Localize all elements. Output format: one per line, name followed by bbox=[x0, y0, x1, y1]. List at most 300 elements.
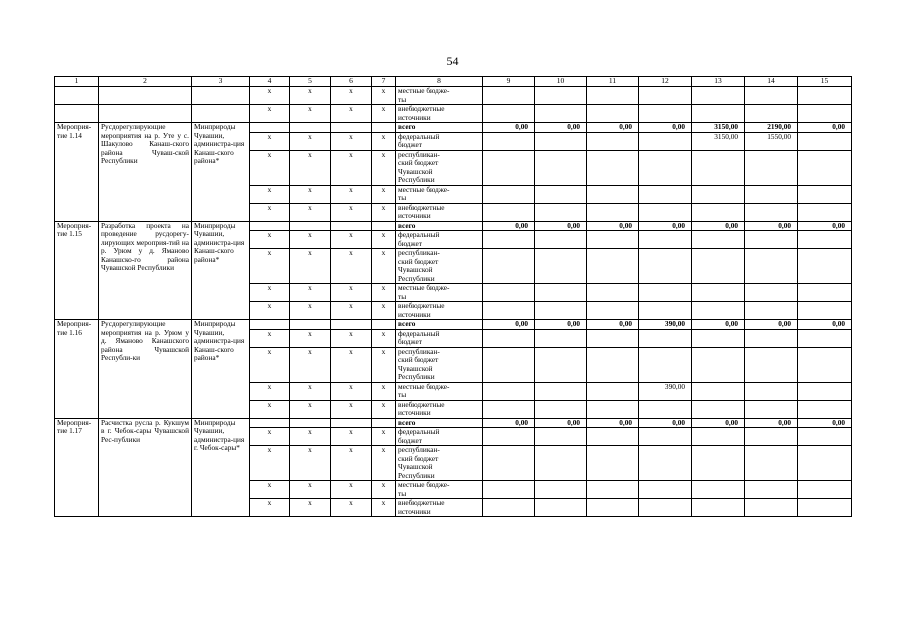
x-cell: x bbox=[331, 428, 372, 446]
value-cell bbox=[745, 284, 798, 302]
value-cell bbox=[535, 400, 587, 418]
funding-source: федеральный бюджет bbox=[396, 329, 483, 347]
value-cell bbox=[483, 382, 535, 400]
x-cell: x bbox=[290, 428, 331, 446]
activity-description: Разработка проекта на проведение русдорегу-лирующих мероприя-тий на р. Урюм у д. Яманово Канашско-го района Чувашской Республики bbox=[99, 221, 192, 320]
value-cell bbox=[692, 446, 745, 481]
x-cell: x bbox=[331, 231, 372, 249]
x-cell: x bbox=[331, 105, 372, 123]
x-cell: x bbox=[250, 499, 290, 517]
x-cell: x bbox=[250, 105, 290, 123]
value-cell bbox=[535, 481, 587, 499]
page-number: 54 bbox=[446, 54, 459, 68]
x-cell: x bbox=[250, 329, 290, 347]
x-cell: x bbox=[372, 249, 396, 284]
value-cell bbox=[483, 249, 535, 284]
x-cell: x bbox=[372, 382, 396, 400]
x-cell: x bbox=[372, 185, 396, 203]
value-cell bbox=[798, 105, 852, 123]
x-cell: x bbox=[290, 185, 331, 203]
x-cell: x bbox=[290, 400, 331, 418]
value-cell bbox=[798, 329, 852, 347]
funding-source: внебюджетные источники bbox=[396, 400, 483, 418]
value-cell bbox=[483, 302, 535, 320]
header-cell: 15 bbox=[798, 77, 852, 87]
x-cell: x bbox=[372, 284, 396, 302]
value-cell: 1550,00 bbox=[745, 132, 798, 150]
header-cell: 14 bbox=[745, 77, 798, 87]
value-cell: 0,00 bbox=[639, 418, 692, 428]
header-cell: 10 bbox=[535, 77, 587, 87]
value-cell bbox=[535, 329, 587, 347]
value-cell bbox=[639, 302, 692, 320]
x-cell bbox=[372, 418, 396, 428]
value-cell bbox=[535, 382, 587, 400]
value-cell bbox=[639, 105, 692, 123]
value-cell bbox=[535, 132, 587, 150]
value-cell bbox=[587, 347, 639, 382]
x-cell: x bbox=[331, 481, 372, 499]
value-cell bbox=[798, 481, 852, 499]
value-cell bbox=[587, 284, 639, 302]
funding-source: федеральный бюджет bbox=[396, 231, 483, 249]
x-cell: x bbox=[250, 132, 290, 150]
x-cell: x bbox=[331, 203, 372, 221]
value-cell bbox=[745, 481, 798, 499]
x-cell bbox=[290, 221, 331, 231]
value-cell bbox=[535, 105, 587, 123]
value-cell: 0,00 bbox=[483, 418, 535, 428]
x-cell: x bbox=[331, 284, 372, 302]
funding-source: местные бюдже- ты bbox=[396, 185, 483, 203]
header-cell: 2 bbox=[99, 77, 192, 87]
value-cell bbox=[798, 400, 852, 418]
empty-cell bbox=[192, 87, 250, 105]
value-cell bbox=[483, 400, 535, 418]
activity-name: Мероприя- тие 1.17 bbox=[55, 418, 99, 517]
value-cell bbox=[745, 231, 798, 249]
value-cell bbox=[639, 231, 692, 249]
table-row bbox=[55, 105, 852, 123]
value-cell bbox=[587, 382, 639, 400]
value-cell bbox=[798, 284, 852, 302]
empty-cell bbox=[99, 87, 192, 105]
responsible-executor: Минприроды Чувашии, администра-ция Канаш-ского района* bbox=[192, 123, 250, 222]
value-cell bbox=[692, 87, 745, 105]
funding-source: местные бюдже- ты bbox=[396, 382, 483, 400]
header-cell: 8 bbox=[396, 77, 483, 87]
x-cell: x bbox=[372, 446, 396, 481]
value-cell bbox=[535, 185, 587, 203]
value-cell bbox=[639, 347, 692, 382]
x-cell: x bbox=[290, 231, 331, 249]
value-cell bbox=[483, 499, 535, 517]
x-cell: x bbox=[290, 105, 331, 123]
x-cell: x bbox=[290, 150, 331, 185]
value-cell bbox=[483, 231, 535, 249]
value-cell bbox=[639, 329, 692, 347]
value-cell bbox=[587, 105, 639, 123]
x-cell: x bbox=[331, 347, 372, 382]
x-cell bbox=[250, 418, 290, 428]
x-cell bbox=[250, 320, 290, 330]
value-cell bbox=[798, 428, 852, 446]
value-cell bbox=[639, 446, 692, 481]
x-cell: x bbox=[290, 499, 331, 517]
value-cell: 3150,00 bbox=[692, 123, 745, 133]
value-cell bbox=[639, 284, 692, 302]
x-cell bbox=[331, 221, 372, 231]
value-cell bbox=[745, 400, 798, 418]
x-cell: x bbox=[250, 446, 290, 481]
value-cell: 390,00 bbox=[639, 320, 692, 330]
activity-name: Мероприя- тие 1.15 bbox=[55, 221, 99, 320]
value-cell bbox=[587, 302, 639, 320]
x-cell: x bbox=[250, 185, 290, 203]
x-cell bbox=[331, 320, 372, 330]
x-cell: x bbox=[331, 185, 372, 203]
value-cell bbox=[639, 249, 692, 284]
funding-table bbox=[54, 76, 852, 517]
x-cell: x bbox=[372, 302, 396, 320]
value-cell: 0,00 bbox=[798, 418, 852, 428]
value-cell: 0,00 bbox=[535, 418, 587, 428]
value-cell: 0,00 bbox=[483, 320, 535, 330]
x-cell: x bbox=[250, 481, 290, 499]
value-cell bbox=[745, 499, 798, 517]
x-cell: x bbox=[250, 203, 290, 221]
value-cell: 0,00 bbox=[692, 418, 745, 428]
value-cell: 0,00 bbox=[639, 221, 692, 231]
value-cell bbox=[587, 481, 639, 499]
value-cell bbox=[535, 302, 587, 320]
value-cell bbox=[587, 87, 639, 105]
value-cell: 0,00 bbox=[587, 418, 639, 428]
x-cell bbox=[250, 221, 290, 231]
header-cell: 4 bbox=[250, 77, 290, 87]
value-cell bbox=[483, 105, 535, 123]
value-cell bbox=[692, 203, 745, 221]
value-cell bbox=[745, 329, 798, 347]
value-cell bbox=[535, 284, 587, 302]
value-cell bbox=[745, 428, 798, 446]
funding-source: внебюджетные источники bbox=[396, 499, 483, 517]
activity-description: Русдорегулирующие мероприятия на р. Уте у с. Шакулово Канаш-ского района Чуваш-ской Республики bbox=[99, 123, 192, 222]
value-cell bbox=[745, 302, 798, 320]
x-cell: x bbox=[372, 132, 396, 150]
value-cell bbox=[483, 185, 535, 203]
value-cell: 2190,00 bbox=[745, 123, 798, 133]
x-cell: x bbox=[250, 150, 290, 185]
table-row bbox=[55, 418, 852, 428]
activity-name: Мероприя- тие 1.16 bbox=[55, 320, 99, 419]
responsible-executor: Минприроды Чувашии, администра-ция Канаш-ского района* bbox=[192, 320, 250, 419]
x-cell bbox=[250, 123, 290, 133]
value-cell bbox=[798, 446, 852, 481]
value-cell bbox=[692, 400, 745, 418]
x-cell: x bbox=[331, 302, 372, 320]
value-cell bbox=[535, 231, 587, 249]
value-cell bbox=[483, 150, 535, 185]
x-cell: x bbox=[372, 87, 396, 105]
value-cell bbox=[798, 231, 852, 249]
funding-source: республикан- ский бюджет Чувашской Республики bbox=[396, 347, 483, 382]
table-row bbox=[55, 320, 852, 330]
value-cell: 0,00 bbox=[483, 221, 535, 231]
x-cell: x bbox=[331, 150, 372, 185]
value-cell: 0,00 bbox=[692, 221, 745, 231]
x-cell: x bbox=[331, 249, 372, 284]
header-cell: 12 bbox=[639, 77, 692, 87]
x-cell: x bbox=[290, 132, 331, 150]
x-cell bbox=[331, 418, 372, 428]
value-cell bbox=[483, 132, 535, 150]
value-cell bbox=[587, 249, 639, 284]
value-cell: 0,00 bbox=[535, 123, 587, 133]
x-cell: x bbox=[290, 347, 331, 382]
value-cell bbox=[798, 249, 852, 284]
x-cell: x bbox=[331, 446, 372, 481]
value-cell bbox=[587, 185, 639, 203]
x-cell bbox=[372, 320, 396, 330]
x-cell: x bbox=[372, 400, 396, 418]
value-cell bbox=[483, 203, 535, 221]
value-cell: 0,00 bbox=[639, 123, 692, 133]
x-cell bbox=[331, 123, 372, 133]
value-cell bbox=[798, 87, 852, 105]
x-cell: x bbox=[250, 400, 290, 418]
value-cell bbox=[692, 499, 745, 517]
value-cell bbox=[692, 105, 745, 123]
funding-source: местные бюдже- ты bbox=[396, 284, 483, 302]
value-cell: 3150,00 bbox=[692, 132, 745, 150]
funding-source: республикан- ский бюджет Чувашской Республики bbox=[396, 249, 483, 284]
x-cell: x bbox=[250, 302, 290, 320]
header-cell: 7 bbox=[372, 77, 396, 87]
x-cell: x bbox=[290, 446, 331, 481]
value-cell bbox=[639, 481, 692, 499]
x-cell: x bbox=[372, 105, 396, 123]
funding-source: местные бюдже- ты bbox=[396, 87, 483, 105]
x-cell: x bbox=[290, 382, 331, 400]
x-cell: x bbox=[290, 302, 331, 320]
x-cell: x bbox=[250, 382, 290, 400]
funding-source: всего bbox=[396, 221, 483, 231]
header-cell: 13 bbox=[692, 77, 745, 87]
value-cell: 0,00 bbox=[745, 221, 798, 231]
value-cell bbox=[692, 329, 745, 347]
value-cell bbox=[745, 150, 798, 185]
funding-source: республикан- ский бюджет Чувашской Республики bbox=[396, 446, 483, 481]
value-cell bbox=[483, 87, 535, 105]
x-cell: x bbox=[250, 284, 290, 302]
x-cell: x bbox=[331, 329, 372, 347]
value-cell bbox=[745, 382, 798, 400]
funding-source: республикан- ский бюджет Чувашской Республики bbox=[396, 150, 483, 185]
value-cell bbox=[798, 185, 852, 203]
x-cell: x bbox=[372, 231, 396, 249]
x-cell: x bbox=[331, 400, 372, 418]
funding-source: местные бюдже- ты bbox=[396, 481, 483, 499]
x-cell: x bbox=[372, 203, 396, 221]
x-cell: x bbox=[290, 203, 331, 221]
value-cell bbox=[639, 499, 692, 517]
value-cell bbox=[483, 284, 535, 302]
value-cell: 0,00 bbox=[798, 123, 852, 133]
value-cell bbox=[745, 347, 798, 382]
value-cell: 0,00 bbox=[535, 221, 587, 231]
value-cell bbox=[483, 329, 535, 347]
x-cell bbox=[372, 123, 396, 133]
table-row bbox=[55, 123, 852, 133]
value-cell bbox=[587, 150, 639, 185]
empty-cell bbox=[55, 87, 99, 105]
value-cell bbox=[587, 499, 639, 517]
value-cell: 0,00 bbox=[587, 221, 639, 231]
value-cell bbox=[535, 446, 587, 481]
x-cell: x bbox=[372, 150, 396, 185]
x-cell: x bbox=[372, 428, 396, 446]
value-cell bbox=[692, 347, 745, 382]
value-cell bbox=[535, 249, 587, 284]
funding-source: внебюджетные источники bbox=[396, 105, 483, 123]
value-cell: 0,00 bbox=[483, 123, 535, 133]
header-cell: 3 bbox=[192, 77, 250, 87]
value-cell bbox=[639, 428, 692, 446]
x-cell: x bbox=[250, 87, 290, 105]
value-cell bbox=[798, 382, 852, 400]
header-cell: 5 bbox=[290, 77, 331, 87]
value-cell bbox=[587, 132, 639, 150]
responsible-executor: Минприроды Чувашии, администра-ция г. Чебок-сары* bbox=[192, 418, 250, 517]
x-cell: x bbox=[250, 231, 290, 249]
x-cell bbox=[372, 221, 396, 231]
x-cell: x bbox=[290, 481, 331, 499]
value-cell bbox=[692, 302, 745, 320]
table-row bbox=[55, 221, 852, 231]
x-cell: x bbox=[331, 382, 372, 400]
value-cell bbox=[798, 302, 852, 320]
value-cell: 0,00 bbox=[798, 221, 852, 231]
funding-source: федеральный бюджет bbox=[396, 132, 483, 150]
value-cell bbox=[798, 499, 852, 517]
x-cell: x bbox=[331, 87, 372, 105]
empty-cell bbox=[55, 105, 99, 123]
funding-source: федеральный бюджет bbox=[396, 428, 483, 446]
value-cell: 0,00 bbox=[798, 320, 852, 330]
value-cell bbox=[535, 87, 587, 105]
x-cell bbox=[290, 418, 331, 428]
responsible-executor: Минприроды Чувашии, администра-ция Канаш-ского района* bbox=[192, 221, 250, 320]
funding-source: всего bbox=[396, 123, 483, 133]
value-cell bbox=[745, 249, 798, 284]
x-cell: x bbox=[331, 132, 372, 150]
value-cell bbox=[483, 347, 535, 382]
x-cell: x bbox=[372, 499, 396, 517]
value-cell bbox=[798, 203, 852, 221]
funding-source: всего bbox=[396, 418, 483, 428]
value-cell bbox=[483, 446, 535, 481]
value-cell bbox=[535, 203, 587, 221]
value-cell bbox=[587, 428, 639, 446]
x-cell: x bbox=[290, 329, 331, 347]
value-cell bbox=[692, 249, 745, 284]
value-cell bbox=[692, 428, 745, 446]
value-cell bbox=[639, 132, 692, 150]
value-cell bbox=[587, 400, 639, 418]
value-cell: 390,00 bbox=[639, 382, 692, 400]
value-cell bbox=[745, 185, 798, 203]
x-cell: x bbox=[290, 87, 331, 105]
funding-source: внебюджетные источники bbox=[396, 302, 483, 320]
x-cell: x bbox=[250, 249, 290, 284]
empty-cell bbox=[192, 105, 250, 123]
value-cell: 0,00 bbox=[745, 320, 798, 330]
header-cell: 11 bbox=[587, 77, 639, 87]
value-cell bbox=[692, 150, 745, 185]
value-cell: 0,00 bbox=[587, 123, 639, 133]
x-cell: x bbox=[290, 249, 331, 284]
funding-source: внебюджетные источники bbox=[396, 203, 483, 221]
empty-cell bbox=[99, 105, 192, 123]
value-cell bbox=[587, 446, 639, 481]
value-cell bbox=[639, 185, 692, 203]
value-cell: 0,00 bbox=[587, 320, 639, 330]
value-cell bbox=[692, 481, 745, 499]
value-cell bbox=[639, 400, 692, 418]
value-cell bbox=[745, 87, 798, 105]
header-cell: 6 bbox=[331, 77, 372, 87]
value-cell bbox=[692, 284, 745, 302]
x-cell: x bbox=[372, 347, 396, 382]
value-cell bbox=[745, 203, 798, 221]
x-cell: x bbox=[250, 347, 290, 382]
value-cell bbox=[535, 150, 587, 185]
value-cell bbox=[483, 428, 535, 446]
table-row bbox=[55, 87, 852, 105]
value-cell bbox=[745, 105, 798, 123]
x-cell: x bbox=[331, 499, 372, 517]
activity-description: Русдорегулирующие мероприятия на р. Урюм у д. Яманово Канашского района Чувашской Республи-ки bbox=[99, 320, 192, 419]
value-cell bbox=[587, 231, 639, 249]
value-cell bbox=[639, 203, 692, 221]
activity-name: Мероприя- тие 1.14 bbox=[55, 123, 99, 222]
x-cell bbox=[290, 320, 331, 330]
value-cell bbox=[798, 150, 852, 185]
value-cell bbox=[587, 329, 639, 347]
value-cell bbox=[483, 481, 535, 499]
activity-description: Расчистка русла р. Кукшум в г. Чебок-сары Чувашской Рес-публики bbox=[99, 418, 192, 517]
value-cell bbox=[639, 150, 692, 185]
value-cell: 0,00 bbox=[745, 418, 798, 428]
value-cell: 0,00 bbox=[535, 320, 587, 330]
value-cell bbox=[535, 428, 587, 446]
value-cell: 0,00 bbox=[692, 320, 745, 330]
x-cell: x bbox=[250, 428, 290, 446]
value-cell bbox=[745, 446, 798, 481]
x-cell: x bbox=[372, 329, 396, 347]
header-row bbox=[55, 77, 852, 87]
x-cell: x bbox=[372, 481, 396, 499]
header-cell: 9 bbox=[483, 77, 535, 87]
funding-source: всего bbox=[396, 320, 483, 330]
value-cell bbox=[535, 499, 587, 517]
value-cell bbox=[798, 132, 852, 150]
value-cell bbox=[798, 347, 852, 382]
value-cell bbox=[587, 203, 639, 221]
value-cell bbox=[639, 87, 692, 105]
header-cell: 1 bbox=[55, 77, 99, 87]
